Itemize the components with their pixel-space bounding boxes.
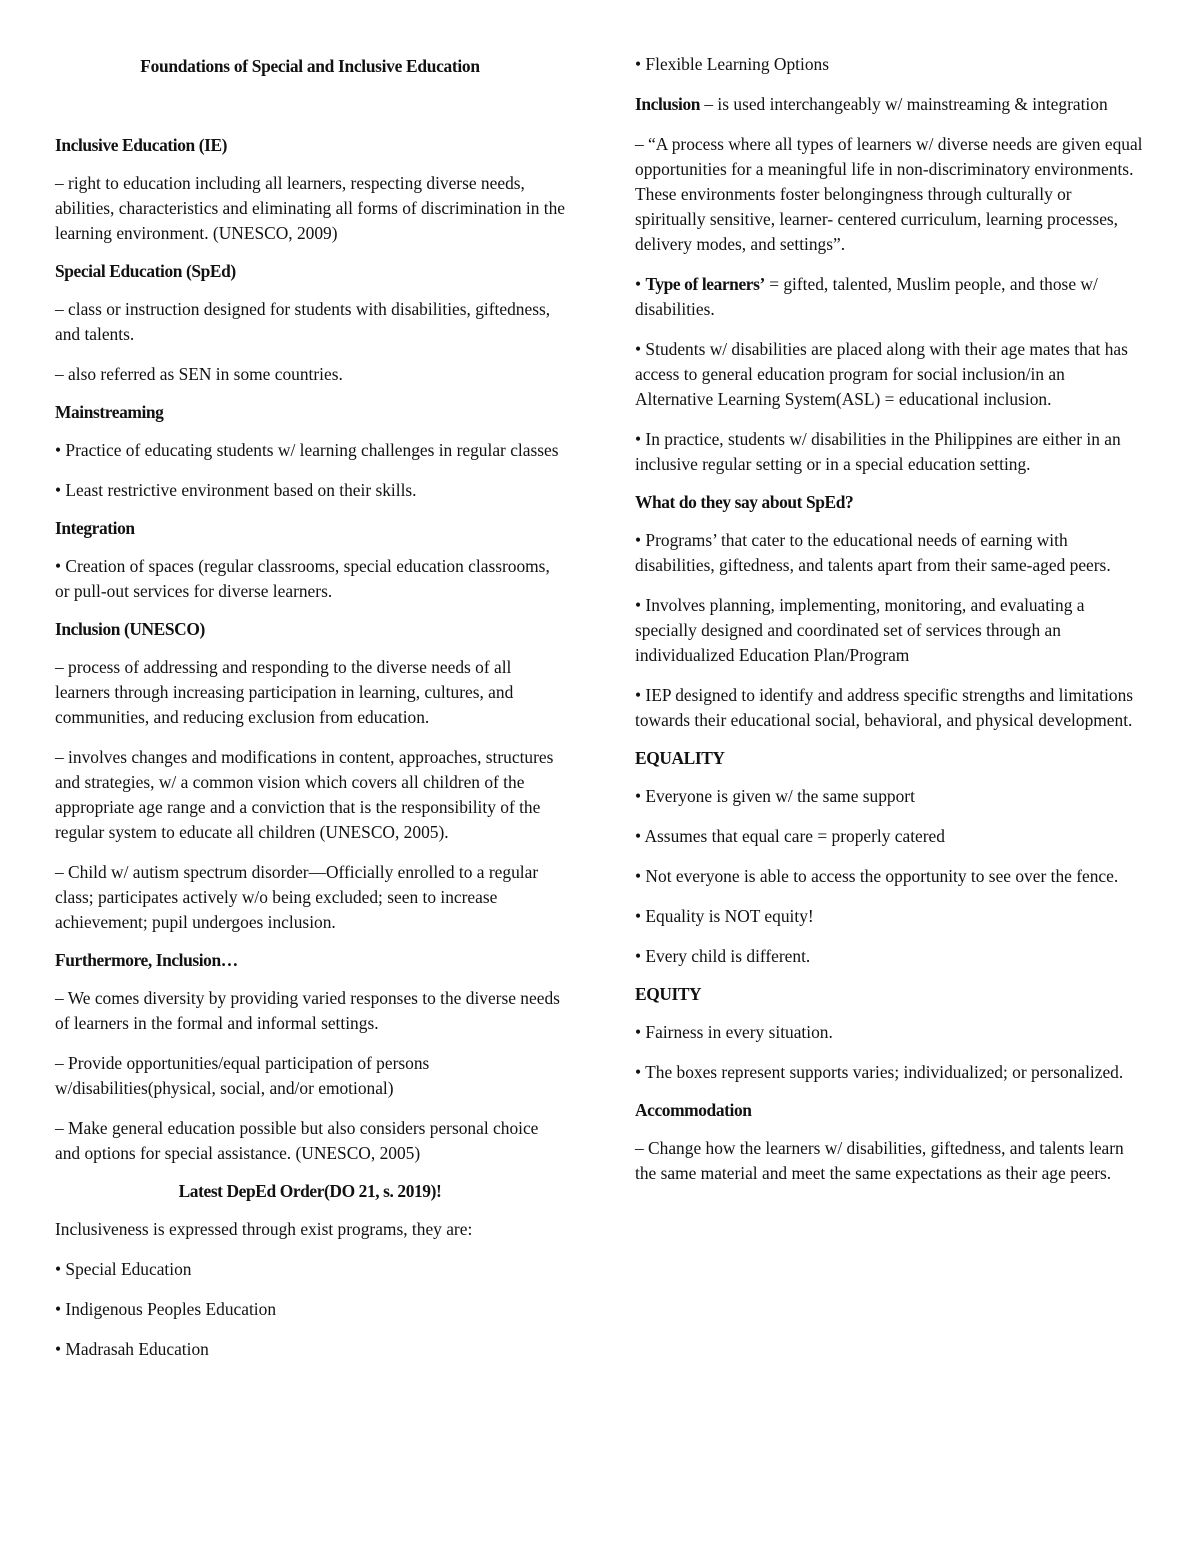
paragraph: – involves changes and modifications in content, approaches, structures and strategies, w/ a common vision which covers all children of the appropriate age range and a conviction that is the responsibility of the regular system to educate all children (UNESCO, 2005). xyxy=(55,747,554,842)
heading-what-do-they-say: What do they say about SpEd? xyxy=(635,492,854,512)
list-item: • Indigenous Peoples Education xyxy=(55,1299,277,1319)
heading-inclusion-unesco: Inclusion (UNESCO) xyxy=(55,619,205,639)
paragraph xyxy=(635,92,1145,117)
paragraph: – We comes diversity by providing varied responses to the diverse needs of learners in the formal and informal settings. xyxy=(55,988,560,1033)
list-item: • Equality is NOT equity! xyxy=(635,906,814,926)
heading-equality: EQUALITY xyxy=(635,748,725,768)
paragraph: – class or instruction designed for students with disabilities, giftedness, and talents. xyxy=(55,299,551,344)
inclusion-term: Inclusion xyxy=(635,94,701,114)
list-item: • Special Education xyxy=(55,1259,192,1279)
list-item: • Assumes that equal care = properly catered xyxy=(635,826,945,846)
inclusion-definition: – is used interchangeably w/ mainstreaming & integration xyxy=(700,94,1108,114)
types-term: Type of learners’ xyxy=(645,274,765,294)
list-item: • IEP designed to identify and address specific strengths and limitations towards their educational social, behavioral, and physical development. xyxy=(635,685,1134,730)
list-item: • Programs’ that cater to the educational needs of earning with disabilities, giftedness, and talents apart from their same-aged peers. xyxy=(635,530,1111,575)
list-item: • Least restrictive environment based on their skills. xyxy=(55,480,417,500)
heading-furthermore: Furthermore, Inclusion… xyxy=(55,950,238,970)
list-item: • Madrasah Education xyxy=(55,1339,209,1359)
heading-integration: Integration xyxy=(55,518,135,538)
paragraph: – Change how the learners w/ disabilities, giftedness, and talents learn the same material and meet the same expectations as their age peers. xyxy=(635,1138,1124,1183)
list-item: • Not everyone is able to access the opportunity to see over the fence. xyxy=(635,866,1119,886)
bullet: • xyxy=(635,274,646,294)
list-item: • Creation of spaces (regular classrooms, special education classrooms, or pull-out services for diverse learners. xyxy=(55,556,550,601)
list-item: • Involves planning, implementing, monitoring, and evaluating a specially designed and coordinated set of services through an individualized Education Plan/Program xyxy=(635,595,1085,665)
paragraph: – “A process where all types of learners w/ diverse needs are given equal opportunities for a meaningful life in non-discriminatory environments. These environments foster belongingness through culturally or spiritually sensitive, learner- centered curriculum, learning processes, delivery modes, and settings”. xyxy=(635,134,1143,254)
heading-equity: EQUITY xyxy=(635,984,702,1004)
heading-mainstreaming: Mainstreaming xyxy=(55,402,164,422)
paragraph: – right to education including all learners, respecting diverse needs, abilities, characteristics and eliminating all forms of discrimination in the learning environment. (UNESCO, 2009) xyxy=(55,173,565,243)
list-item: • Practice of educating students w/ learning challenges in regular classes xyxy=(55,440,559,460)
paragraph: Inclusiveness is expressed through exist programs, they are: xyxy=(55,1219,473,1239)
heading-special-education: Special Education (SpEd) xyxy=(55,261,236,281)
paragraph: – Provide opportunities/equal participation of persons w/disabilities(physical, social, and/or emotional) xyxy=(55,1053,430,1098)
list-item xyxy=(635,272,1145,322)
right-column xyxy=(635,52,1145,1201)
types-definition: = gifted, talented, Muslim people, and those w/ disabilities. xyxy=(635,274,1098,319)
list-item: • The boxes represent supports varies; individualized; or personalized. xyxy=(635,1062,1124,1082)
list-item: • Students w/ disabilities are placed along with their age mates that has access to general education program for social inclusion/in an Alternative Learning System(ASL) = educational inclusion. xyxy=(635,339,1128,409)
document-title: Foundations of Special and Inclusive Education xyxy=(140,56,480,76)
paragraph: – Make general education possible but also considers personal choice and options for special assistance. (UNESCO, 2005) xyxy=(55,1118,539,1163)
heading-inclusive-education: Inclusive Education (IE) xyxy=(55,135,228,155)
list-item: • Fairness in every situation. xyxy=(635,1022,833,1042)
paragraph: – Child w/ autism spectrum disorder—Officially enrolled to a regular class; participates actively w/o being excluded; seen to increase achievement; pupil undergoes inclusion. xyxy=(55,862,539,932)
list-item: • Everyone is given w/ the same support xyxy=(635,786,915,806)
left-column xyxy=(55,52,565,1377)
list-item: • Flexible Learning Options xyxy=(635,54,829,74)
list-item: • Every child is different. xyxy=(635,946,811,966)
list-item: • In practice, students w/ disabilities in the Philippines are either in an inclusive regular setting or in a special education setting. xyxy=(635,429,1121,474)
heading-deped-order: Latest DepEd Order(DO 21, s. 2019)! xyxy=(178,1181,442,1201)
paragraph: – also referred as SEN in some countries. xyxy=(55,364,343,384)
heading-accommodation: Accommodation xyxy=(635,1100,752,1120)
paragraph: – process of addressing and responding to the diverse needs of all learners through increasing participation in learning, cultures, and communities, and reducing exclusion from education. xyxy=(55,657,514,727)
